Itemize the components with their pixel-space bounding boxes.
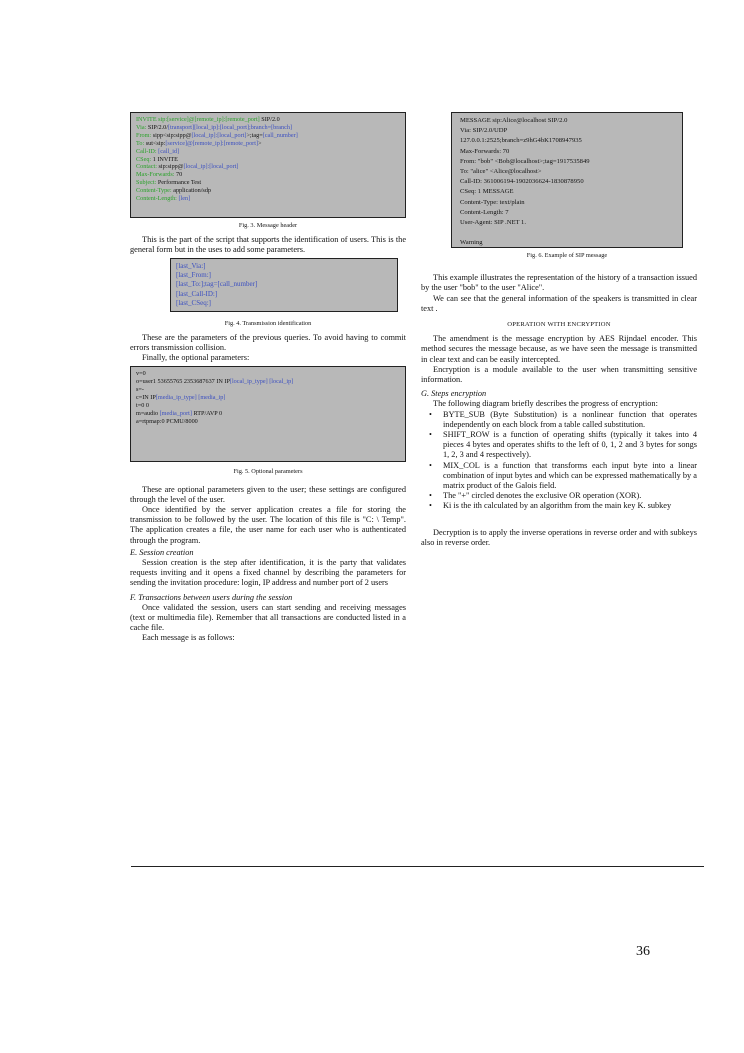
footer-rule: [131, 866, 704, 867]
left-paragraph-2: These are the parameters of the previous queries. To avoid having to commit errors transmission collision.: [130, 332, 406, 353]
encryption-steps-list: [421, 410, 697, 512]
section-g-heading: G. Steps encryption: [421, 389, 487, 399]
code-segment: s=-: [136, 386, 144, 394]
code-line: [136, 394, 400, 402]
code-line: [136, 116, 400, 124]
code-segment: 70: [176, 171, 183, 179]
fig6-code-box: [451, 112, 683, 248]
code-line: Max-Forwards: 70: [460, 147, 510, 155]
code-segment: From:: [136, 131, 153, 139]
code-line: [last_From:]: [176, 271, 211, 280]
code-line: Warning: [460, 239, 483, 247]
fig3-code-box: [130, 112, 406, 218]
code-segment: a=rtpmap:0 PCMU/8000: [136, 417, 198, 425]
code-line: [136, 163, 400, 171]
section-header-encryption: OPERATION WITH ENCRYPTION: [507, 321, 611, 329]
code-line: [136, 187, 400, 195]
code-segment: CSeq:: [136, 155, 153, 163]
code-segment: application/sdp: [173, 187, 212, 195]
code-line: [136, 418, 400, 426]
code-segment: [local_ip_type] [local_ip]: [229, 378, 294, 386]
left-paragraph-1: This is the part of the script that supports the identification of users. This is the general form but in the uses to add some parameters.: [130, 235, 406, 255]
code-line: [136, 140, 400, 148]
fig5-code-box: [130, 366, 406, 462]
code-segment: To:: [136, 139, 146, 147]
code-line: Via: SIP/2.0/UDP: [460, 127, 508, 135]
code-line: [460, 228, 677, 238]
code-line: [136, 148, 400, 156]
code-line: [last_Call-ID:]: [176, 289, 218, 298]
code-line: User-Agent: SIP .NET 1.: [460, 219, 526, 227]
fig3-caption: Fig. 3. Message header: [238, 222, 298, 229]
code-line: MESSAGE sip:Alice@localhost SIP/2.0: [460, 117, 568, 124]
code-segment: SIP/2.0/: [147, 123, 168, 131]
code-line: [136, 179, 400, 187]
fig6-caption: Fig. 6. Example of SIP message: [526, 252, 608, 259]
section-f-heading: F. Transactions between users during the session: [130, 592, 293, 602]
code-line: [last_CSeq:]: [176, 299, 211, 308]
code-segment: m=audio: [136, 409, 160, 417]
code-line: 127.0.0.1:2525;branch=z9hG4bK1708947935: [460, 137, 582, 145]
code-segment: RTP/AVP 0: [191, 409, 223, 417]
code-segment: [local_ip]:[local_port]: [191, 131, 247, 139]
right-column: [421, 112, 697, 548]
code-line: Content-Type: text/plain: [460, 198, 525, 206]
code-segment: 1 INVITE: [152, 155, 178, 163]
code-segment: c=IN IP: [136, 394, 156, 402]
right-paragraph-4: Encryption is a module available to the user when transmitting sensitive information.: [421, 364, 697, 385]
code-line: [136, 378, 400, 386]
code-segment: sip:sipp@: [158, 163, 184, 171]
right-paragraph-3: The amendment is the message encryption by AES Rijndael encoder. This method secures the message because, as we have seen the message is transmitted in clear text and can be easily intercepted.: [421, 334, 697, 364]
code-segment: [len]: [178, 195, 191, 203]
code-segment: Content-Length:: [136, 195, 179, 203]
fig5-caption: Fig. 5. Optional parameters: [233, 468, 303, 476]
left-paragraph-5: Once identified by the server application creates a file for storing the transmission to be followed by the user. The location of this file is "C: \ Temp". The application creates a file, the user name for each user who is authenticated through the program.: [130, 505, 406, 545]
code-segment: Subject:: [136, 179, 158, 187]
list-item: • SHIFT_ROW is a function of operating shifts (typically it takes into 4 pieces 4 bytes and operates shifts to the left of 0, 1, 2 and 3 bytes for songs 1, 2, 3 and 4 respectively).: [443, 430, 697, 461]
left-paragraph-3: Finally, the optional parameters:: [142, 353, 250, 363]
code-line: From: "bob" <Bob@localhost>;tag=1917535849: [460, 157, 590, 165]
code-line: To: "alice" <Alice@localhost>: [460, 168, 542, 176]
code-line: [136, 195, 400, 203]
code-segment: [service]@[remote_ip]:[remote_port]: [165, 139, 259, 147]
code-segment: t=0 0: [136, 402, 149, 410]
left-paragraph-6: Session creation is the step after identification, it is the party that validates requests inviting and it opens a fixed channel by describing the parameters for sending the invitation procedure: login, IP address and number port of 2 users: [130, 558, 406, 588]
code-segment: >;tag=: [246, 131, 263, 139]
code-segment: sut<sip:: [145, 139, 166, 147]
code-line: [136, 171, 400, 179]
code-segment: o=user1 53655765 2353687637 IN IP: [136, 378, 230, 386]
code-line: [136, 402, 400, 410]
code-segment: [media_port]: [159, 409, 192, 417]
code-segment: Call-ID:: [136, 147, 159, 155]
code-line: [last_Via:]: [176, 261, 206, 270]
list-item: • The "+" circled denotes the exclusive OR operation (XOR).: [443, 491, 697, 501]
code-line: [136, 156, 400, 164]
code-line: [136, 124, 400, 132]
code-line: Content-Length: 7: [460, 208, 509, 216]
code-line: [136, 370, 400, 378]
code-segment: [media_ip_type] [media_ip]: [155, 394, 226, 402]
code-segment: INVITE sip:[service]@[remote_ip]:[remote_port]: [136, 116, 260, 123]
right-paragraph-2: We can see that the general information of the speakers is transmitted in clear text .: [421, 293, 697, 313]
code-line: [136, 386, 400, 394]
left-paragraph-8: Each message is as follows:: [142, 633, 235, 643]
code-segment: Contact:: [136, 163, 159, 171]
code-segment: SIP/2.0: [259, 116, 280, 123]
fig4-caption: Fig. 4. Transmission identification: [224, 319, 312, 327]
code-line: Call-ID: 361006194-1902036624-1830878950: [460, 178, 584, 186]
fig4-code-box: [170, 258, 398, 312]
code-line: [136, 132, 400, 140]
section-e-heading: E. Session creation: [130, 547, 194, 557]
left-paragraph-7: Once validated the session, users can start sending and receiving messages (text or multimedia file). Remember that all transactions are conducted listed in a cache file.: [130, 602, 406, 633]
page-number: 36: [636, 944, 650, 959]
code-segment: [call_id]: [158, 147, 180, 155]
right-paragraph-1: This example illustrates the representation of the history of a transaction issued by the user "bob" to the user "Alice".: [421, 273, 697, 293]
left-column: [130, 112, 406, 644]
code-segment: [local_ip]:[local_port]: [183, 163, 239, 171]
code-segment: >: [258, 139, 262, 147]
list-item: • BYTE_SUB (Byte Substitution) is a nonlinear function that operates independently on each block from a table called substitution.: [443, 410, 697, 430]
code-segment: [transport][local_ip]:[local_port];branch=[branch]: [167, 123, 293, 131]
code-line: [136, 410, 400, 418]
list-item: • Ki is the ith calculated by an algorithm from the main key K. subkey: [443, 501, 697, 511]
code-segment: v=0: [136, 370, 146, 378]
code-segment: Max-Forwards:: [136, 171, 177, 179]
right-paragraph-6: Decryption is to apply the inverse operations in reverse order and with subkeys also in reverse order.: [421, 527, 697, 547]
right-paragraph-5: The following diagram briefly describes the progress of encryption:: [433, 399, 658, 409]
code-segment: Content-Type:: [136, 187, 174, 195]
code-line: [last_To:];tag=[call_number]: [176, 280, 258, 289]
code-line: CSeq: 1 MESSAGE: [460, 188, 514, 196]
list-item: • MIX_COL is a function that transforms each input byte into a linear combination of input bytes and which can be expressed mathematically by a matrix product of the Galois field.: [443, 461, 697, 492]
code-segment: Via:: [136, 123, 148, 131]
code-segment: Performance Test: [157, 179, 202, 187]
code-segment: sipp<sip:sipp@: [152, 131, 192, 139]
left-paragraph-4: These are optional parameters given to the user; these settings are configured through the level of the user.: [130, 484, 406, 504]
code-segment: [call_number]: [262, 131, 298, 139]
